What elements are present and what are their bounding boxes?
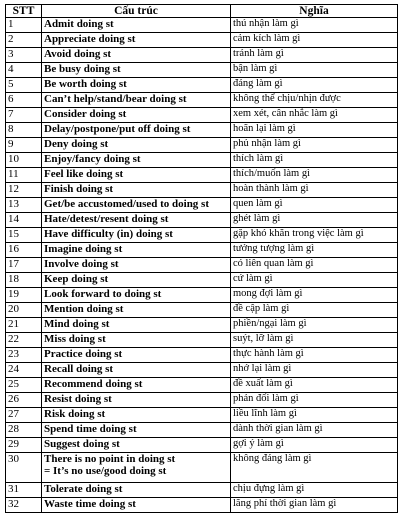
table-row	[6, 333, 398, 348]
row-structure	[42, 423, 231, 438]
row-structure	[42, 153, 231, 168]
table-row	[6, 183, 398, 198]
header-stt: STT	[6, 5, 42, 18]
row-number: 30	[6, 453, 42, 483]
table-row	[6, 18, 398, 33]
table-row	[6, 48, 398, 63]
structure-text: Tolerate doing st	[44, 483, 123, 495]
structure-text: Feel like doing st	[44, 168, 124, 180]
row-structure	[42, 33, 231, 48]
row-number: 3	[6, 48, 42, 63]
row-structure	[42, 273, 231, 288]
table-row	[6, 303, 398, 318]
row-number: 16	[6, 243, 42, 258]
row-meaning: nhớ lại làm gì	[231, 363, 398, 378]
row-number: 1	[6, 18, 42, 33]
table-row	[6, 363, 398, 378]
table-row	[6, 318, 398, 333]
row-number: 27	[6, 408, 42, 423]
row-number: 32	[6, 498, 42, 513]
row-structure	[42, 363, 231, 378]
structure-text: Appreciate doing st	[44, 33, 136, 45]
header-meaning: Nghĩa	[231, 5, 398, 18]
row-structure	[42, 453, 231, 483]
table-row	[6, 138, 398, 153]
structure-text: Delay/postpone/put off doing st	[44, 123, 191, 135]
structure-text: Keep doing st	[44, 273, 109, 285]
row-number: 9	[6, 138, 42, 153]
table-row	[6, 63, 398, 78]
row-number: 29	[6, 438, 42, 453]
row-number: 24	[6, 363, 42, 378]
structure-text: Enjoy/fancy doing st	[44, 153, 141, 165]
row-number: 23	[6, 348, 42, 363]
row-number: 15	[6, 228, 42, 243]
row-structure	[42, 438, 231, 453]
structure-text-alt: = It’s no use/good doing st	[44, 465, 167, 477]
row-meaning: suýt, lỡ làm gì	[231, 333, 398, 348]
row-structure	[42, 63, 231, 78]
row-structure	[42, 138, 231, 153]
table-row	[6, 93, 398, 108]
structure-text: Practice doing st	[44, 348, 123, 360]
row-number: 8	[6, 123, 42, 138]
row-meaning: cứ làm gì	[231, 273, 398, 288]
row-structure	[42, 408, 231, 423]
structure-text: Have difficulty (in) doing st	[44, 228, 173, 240]
row-number: 11	[6, 168, 42, 183]
row-structure	[42, 228, 231, 243]
structure-text: Be busy doing st	[44, 63, 121, 75]
table-row	[6, 378, 398, 393]
row-meaning: hoàn thành làm gì	[231, 183, 398, 198]
structure-text: Mention doing st	[44, 303, 124, 315]
row-meaning: gặp khó khăn trong việc làm gì	[231, 228, 398, 243]
row-structure	[42, 288, 231, 303]
structure-text: Risk doing st	[44, 408, 106, 420]
row-meaning: dành thời gian làm gì	[231, 423, 398, 438]
row-number: 18	[6, 273, 42, 288]
row-number: 21	[6, 318, 42, 333]
row-meaning: đề cập làm gì	[231, 303, 398, 318]
row-structure	[42, 378, 231, 393]
row-meaning: lãng phí thời gian làm gì	[231, 498, 398, 513]
table-row	[6, 348, 398, 363]
structure-text: Mind doing st	[44, 318, 110, 330]
row-meaning: đề xuất làm gì	[231, 378, 398, 393]
row-structure	[42, 483, 231, 498]
table-row	[6, 483, 398, 498]
table-row	[6, 423, 398, 438]
row-structure	[42, 18, 231, 33]
row-structure	[42, 213, 231, 228]
row-meaning: tránh làm gì	[231, 48, 398, 63]
table-row	[6, 408, 398, 423]
table-row	[6, 438, 398, 453]
structure-text: Avoid doing st	[44, 48, 112, 60]
row-structure	[42, 78, 231, 93]
table-body	[6, 18, 398, 513]
row-meaning: xem xét, cân nhắc làm gì	[231, 108, 398, 123]
table-row	[6, 153, 398, 168]
row-meaning: thực hành làm gì	[231, 348, 398, 363]
grammar-table	[5, 4, 398, 513]
structure-text: Can’t help/stand/bear doing st	[44, 93, 187, 105]
row-meaning: mong đợi làm gì	[231, 288, 398, 303]
table-row	[6, 288, 398, 303]
row-meaning: thích làm gì	[231, 153, 398, 168]
structure-text: Be worth doing st	[44, 78, 127, 90]
table-row	[6, 213, 398, 228]
row-number: 19	[6, 288, 42, 303]
row-structure	[42, 348, 231, 363]
structure-text: Finish doing st	[44, 183, 114, 195]
structure-text: Spend time doing st	[44, 423, 137, 435]
structure-text: Imagine doing st	[44, 243, 123, 255]
row-structure	[42, 168, 231, 183]
row-meaning: không thể chịu/nhịn được	[231, 93, 398, 108]
row-meaning: cảm kích làm gì	[231, 33, 398, 48]
row-number: 31	[6, 483, 42, 498]
row-number: 2	[6, 33, 42, 48]
table-row	[6, 393, 398, 408]
row-meaning: chịu đựng làm gì	[231, 483, 398, 498]
row-structure	[42, 318, 231, 333]
row-number: 17	[6, 258, 42, 273]
row-structure	[42, 258, 231, 273]
table-row	[6, 258, 398, 273]
row-number: 26	[6, 393, 42, 408]
row-number: 4	[6, 63, 42, 78]
structure-text: Hate/detest/resent doing st	[44, 213, 169, 225]
row-structure	[42, 303, 231, 318]
row-meaning: gợi ý làm gì	[231, 438, 398, 453]
table-row	[6, 33, 398, 48]
row-meaning: quen làm gì	[231, 198, 398, 213]
row-meaning: thích/muốn làm gì	[231, 168, 398, 183]
row-structure	[42, 393, 231, 408]
structure-text: Get/be accustomed/used to doing st	[44, 198, 209, 210]
row-meaning: hoãn lại làm gì	[231, 123, 398, 138]
row-number: 22	[6, 333, 42, 348]
structure-text: Deny doing st	[44, 138, 109, 150]
table-row	[6, 243, 398, 258]
structure-text: Recall doing st	[44, 363, 114, 375]
row-meaning: phản đối làm gì	[231, 393, 398, 408]
row-structure	[42, 243, 231, 258]
row-meaning: ghét làm gì	[231, 213, 398, 228]
structure-text: Involve doing st	[44, 258, 119, 270]
table-row	[6, 108, 398, 123]
table-row	[6, 123, 398, 138]
structure-text: Admit doing st	[44, 18, 114, 30]
row-number: 12	[6, 183, 42, 198]
row-structure	[42, 498, 231, 513]
structure-text: Recommend doing st	[44, 378, 143, 390]
structure-text: Waste time doing st	[44, 498, 136, 510]
table-row	[6, 228, 398, 243]
structure-text: There is no point in doing st	[44, 453, 176, 465]
row-structure	[42, 123, 231, 138]
table-row	[6, 273, 398, 288]
row-structure	[42, 333, 231, 348]
table-row	[6, 498, 398, 513]
row-meaning: phiền/ngại làm gì	[231, 318, 398, 333]
row-structure	[42, 93, 231, 108]
row-number: 6	[6, 93, 42, 108]
row-structure	[42, 48, 231, 63]
header-structure: Cấu trúc	[42, 5, 231, 18]
row-number: 10	[6, 153, 42, 168]
row-structure	[42, 108, 231, 123]
row-meaning: phủ nhận làm gì	[231, 138, 398, 153]
row-structure	[42, 183, 231, 198]
table-row	[6, 168, 398, 183]
structure-text: Look forward to doing st	[44, 288, 162, 300]
row-meaning: đáng làm gì	[231, 78, 398, 93]
table-row	[6, 198, 398, 213]
row-number: 7	[6, 108, 42, 123]
row-number: 25	[6, 378, 42, 393]
structure-text: Consider doing st	[44, 108, 127, 120]
row-meaning: liều lĩnh làm gì	[231, 408, 398, 423]
table-header-row	[6, 5, 398, 18]
structure-text: Suggest doing st	[44, 438, 120, 450]
row-meaning: tưởng tượng làm gì	[231, 243, 398, 258]
row-number: 13	[6, 198, 42, 213]
table-row	[6, 453, 398, 483]
row-number: 28	[6, 423, 42, 438]
row-number: 5	[6, 78, 42, 93]
table-row	[6, 78, 398, 93]
row-meaning: thú nhận làm gì	[231, 18, 398, 33]
row-meaning: có liên quan làm gì	[231, 258, 398, 273]
row-number: 14	[6, 213, 42, 228]
row-meaning: không đáng làm gì	[231, 453, 398, 483]
row-structure	[42, 198, 231, 213]
row-number: 20	[6, 303, 42, 318]
structure-text: Miss doing st	[44, 333, 106, 345]
structure-text: Resist doing st	[44, 393, 112, 405]
row-meaning: bận làm gì	[231, 63, 398, 78]
